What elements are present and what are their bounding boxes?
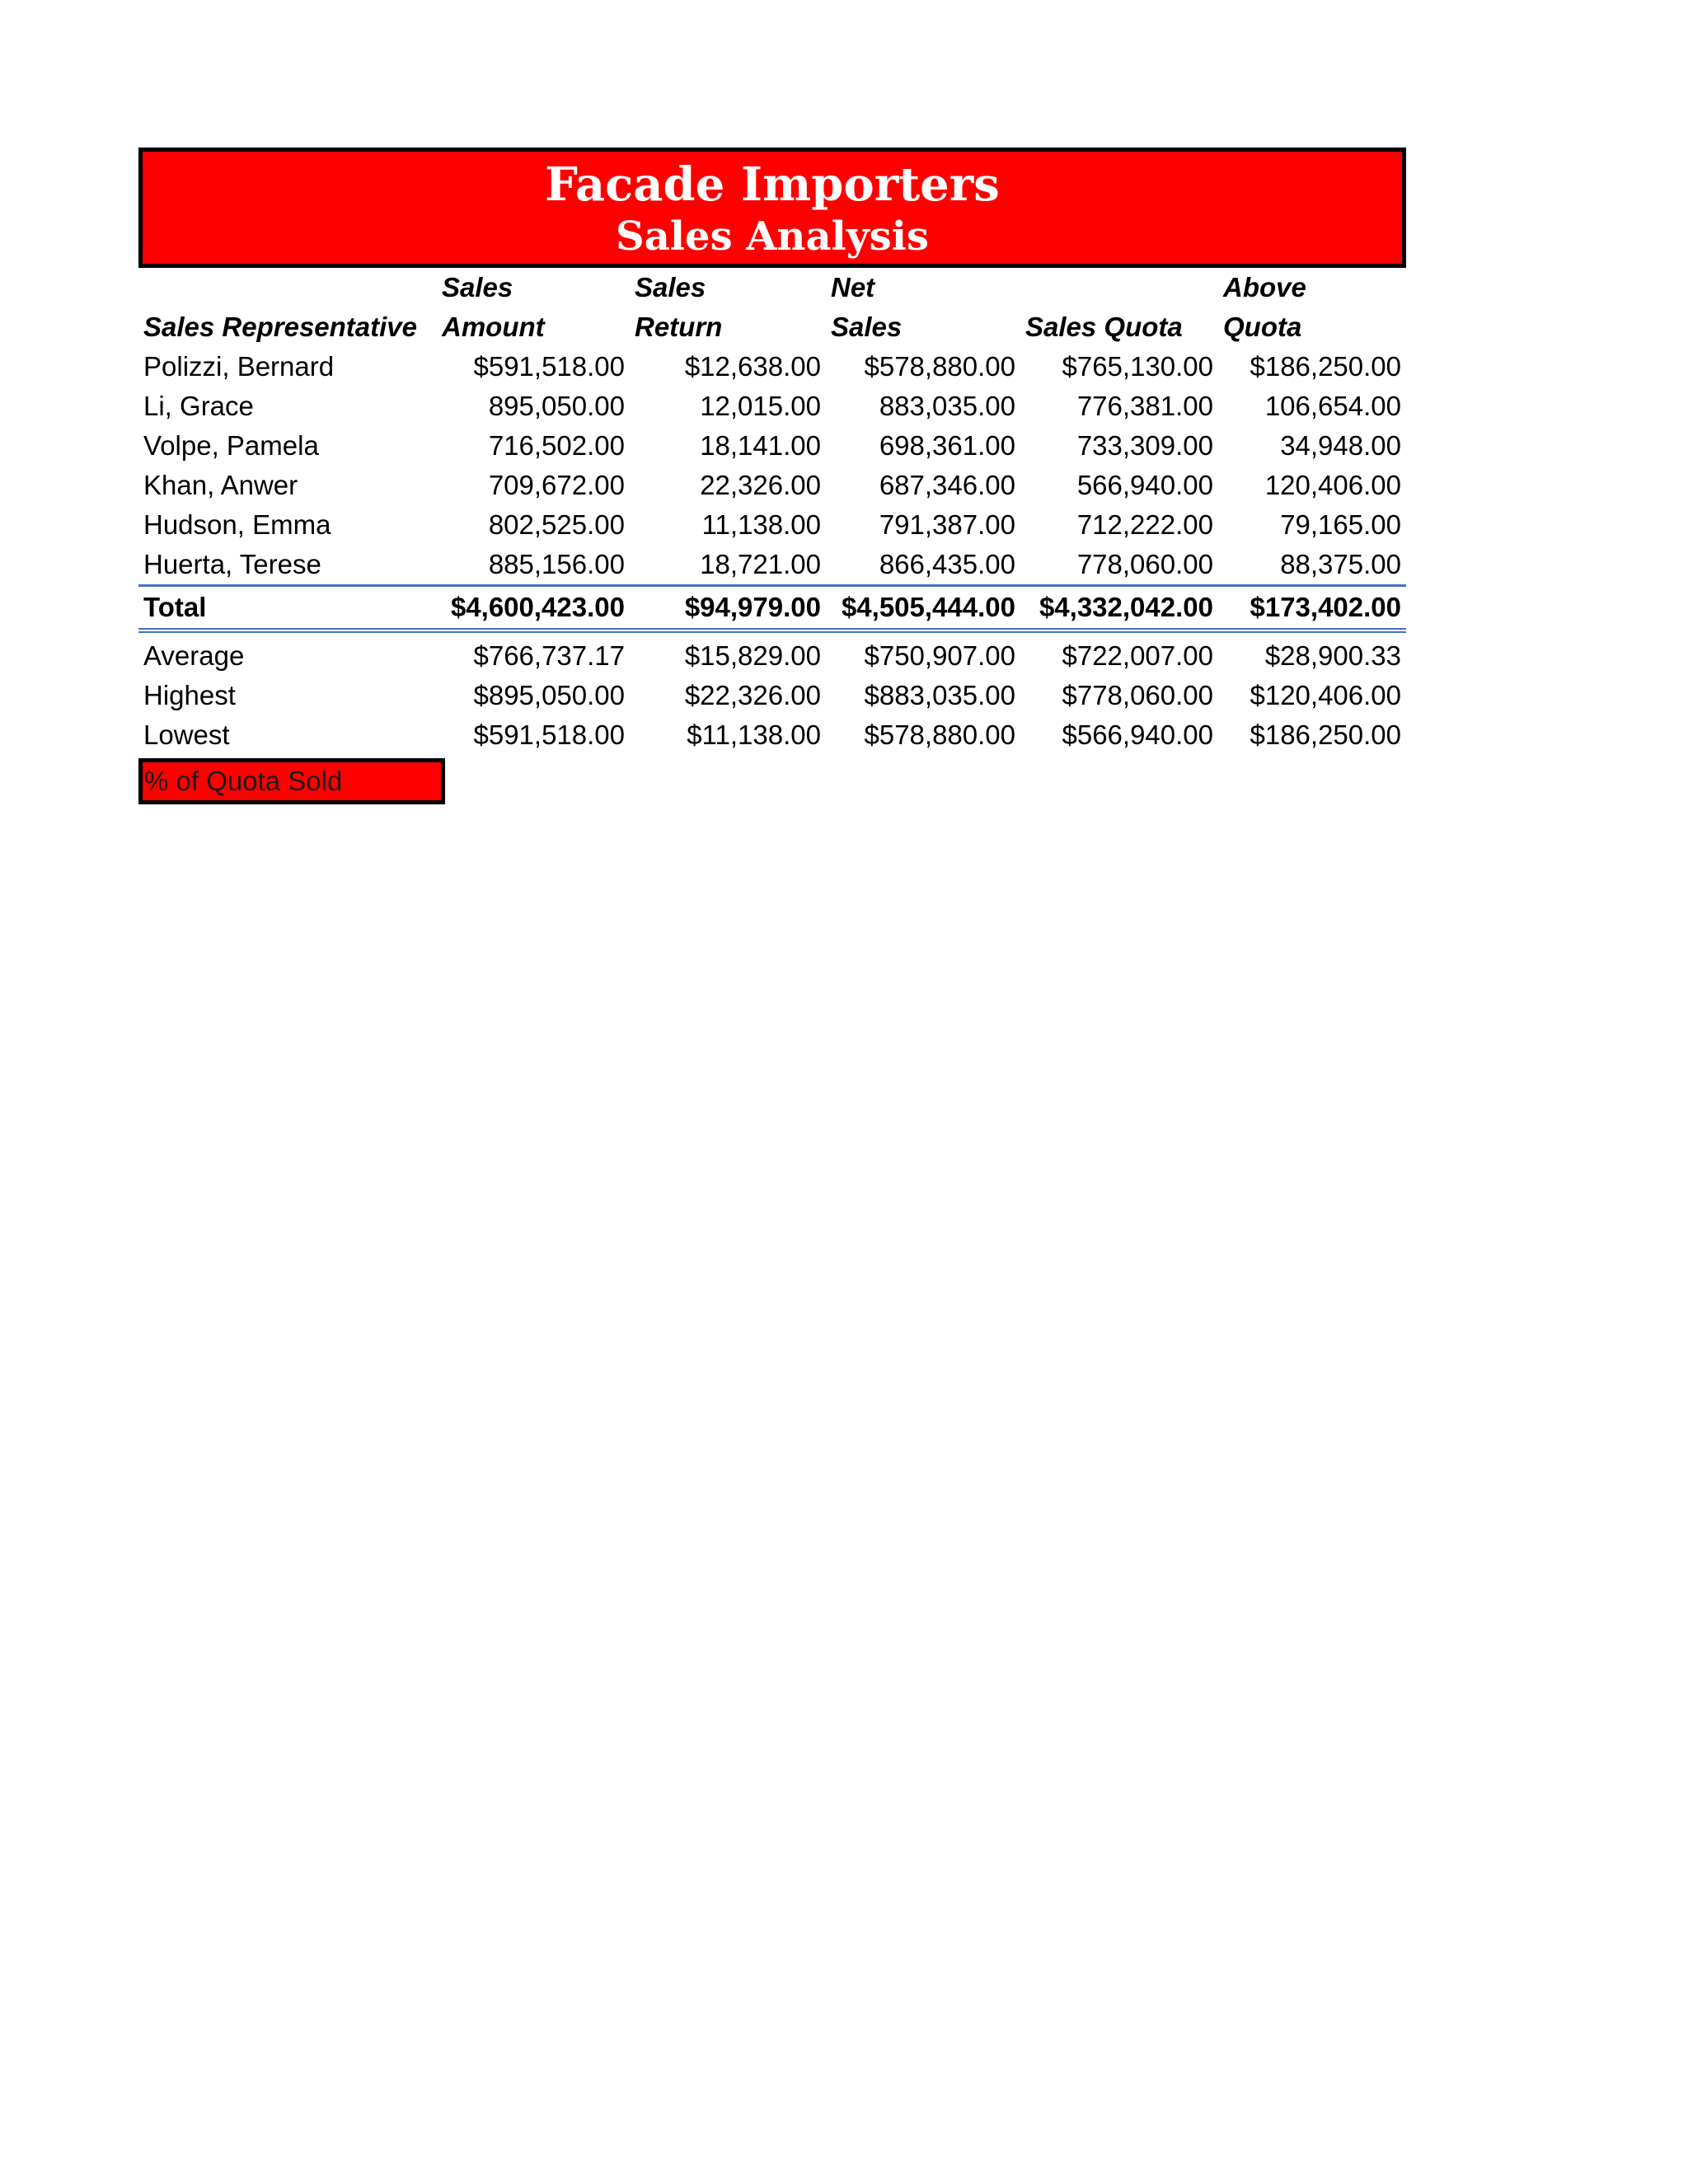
- sales-quota: 776,381.00: [1076, 391, 1213, 421]
- rep-name: Polizzi, Bernard: [143, 351, 335, 382]
- stat-sales-return: $15,829.00: [684, 640, 821, 671]
- quota-sold-cell: % of Quota Sold: [138, 758, 445, 804]
- total-label: Total: [138, 586, 437, 631]
- header-rep: Sales Representative: [143, 312, 418, 342]
- header-net-bottom: Sales: [831, 312, 903, 342]
- stats-row-average: [138, 636, 1406, 676]
- sales-return: 18,141.00: [700, 430, 821, 461]
- sales-quota: 778,060.00: [1076, 549, 1213, 579]
- table-row: [138, 387, 1406, 426]
- header-amount-bottom: Amount: [442, 312, 545, 342]
- rep-name: Hudson, Emma: [143, 509, 331, 540]
- stat-label: Highest: [143, 680, 236, 710]
- above-quota: 79,165.00: [1280, 509, 1401, 540]
- header-above-top: Above: [1223, 272, 1306, 302]
- header-amount-top: Sales: [442, 272, 513, 302]
- above-quota: 120,406.00: [1264, 470, 1401, 500]
- sales-table: [138, 268, 1406, 755]
- stat-sales-amount: $766,737.17: [473, 640, 625, 671]
- stat-sales-amount: $895,050.00: [473, 680, 625, 710]
- table-row: [138, 426, 1406, 466]
- total-row: [138, 586, 1406, 631]
- sales-return: 22,326.00: [700, 470, 821, 500]
- table-row: [138, 347, 1406, 387]
- net-sales: $578,880.00: [864, 351, 1015, 382]
- sales-amount: 802,525.00: [488, 509, 625, 540]
- stat-sales-quota: $566,940.00: [1062, 719, 1213, 750]
- stat-net-sales: $883,035.00: [864, 680, 1015, 710]
- title-banner: [138, 148, 1406, 268]
- table-row: [138, 466, 1406, 505]
- stat-sales-amount: $591,518.00: [473, 719, 625, 750]
- stats-row-lowest: [138, 715, 1406, 755]
- stat-above-quota: $28,900.33: [1264, 640, 1401, 671]
- stat-label: Average: [143, 640, 245, 671]
- stat-net-sales: $578,880.00: [864, 719, 1015, 750]
- sales-return: $12,638.00: [684, 351, 821, 382]
- net-sales: 883,035.00: [879, 391, 1015, 421]
- table-row: [138, 505, 1406, 545]
- header-return-bottom: Return: [635, 312, 723, 342]
- header-return-top: Sales: [635, 272, 706, 302]
- stat-sales-return: $22,326.00: [684, 680, 821, 710]
- rep-name: Li, Grace: [143, 391, 254, 421]
- header-row-2: [138, 307, 1406, 347]
- total-sales-amount: $4,600,423.00: [437, 586, 630, 631]
- stat-sales-quota: $722,007.00: [1062, 640, 1213, 671]
- total-net-sales: $4,505,444.00: [826, 586, 1020, 631]
- rep-name: Volpe, Pamela: [143, 430, 319, 461]
- above-quota: 106,654.00: [1264, 391, 1401, 421]
- sales-amount: 895,050.00: [488, 391, 625, 421]
- stat-above-quota: $186,250.00: [1250, 719, 1401, 750]
- sales-amount: 716,502.00: [488, 430, 625, 461]
- table-row: [138, 545, 1406, 586]
- above-quota: $186,250.00: [1250, 351, 1401, 382]
- rep-name: Khan, Anwer: [143, 470, 298, 500]
- total-above-quota: $173,402.00: [1218, 586, 1406, 631]
- report-title: Facade Importers: [545, 157, 1000, 212]
- sales-amount: 885,156.00: [488, 549, 625, 579]
- sales-quota: 712,222.00: [1076, 509, 1213, 540]
- header-net-top: Net: [831, 272, 875, 302]
- header-quota: Sales Quota: [1025, 312, 1183, 342]
- net-sales: 866,435.00: [879, 549, 1015, 579]
- sales-quota: 733,309.00: [1076, 430, 1213, 461]
- worksheet: [138, 148, 1406, 804]
- sales-return: 18,721.00: [700, 549, 821, 579]
- net-sales: 791,387.00: [879, 509, 1015, 540]
- sales-return: 12,015.00: [700, 391, 821, 421]
- sales-quota: 566,940.00: [1076, 470, 1213, 500]
- stat-label: Lowest: [143, 719, 230, 750]
- sales-amount: 709,672.00: [488, 470, 625, 500]
- stat-above-quota: $120,406.00: [1250, 680, 1401, 710]
- report-subtitle: Sales Analysis: [616, 213, 929, 260]
- total-sales-quota: $4,332,042.00: [1020, 586, 1218, 631]
- rep-name: Huerta, Terese: [143, 549, 321, 579]
- sales-quota: $765,130.00: [1062, 351, 1213, 382]
- net-sales: 698,361.00: [879, 430, 1015, 461]
- net-sales: 687,346.00: [879, 470, 1015, 500]
- stat-net-sales: $750,907.00: [864, 640, 1015, 671]
- stat-sales-quota: $778,060.00: [1062, 680, 1213, 710]
- stats-row-highest: [138, 676, 1406, 715]
- sales-return: 11,138.00: [701, 509, 821, 540]
- total-sales-return: $94,979.00: [630, 586, 826, 631]
- header-row-1: [138, 268, 1406, 307]
- above-quota: 34,948.00: [1280, 430, 1401, 461]
- header-above-bottom: Quota: [1223, 312, 1302, 342]
- stat-sales-return: $11,138.00: [687, 719, 821, 750]
- sales-amount: $591,518.00: [473, 351, 625, 382]
- above-quota: 88,375.00: [1280, 549, 1401, 579]
